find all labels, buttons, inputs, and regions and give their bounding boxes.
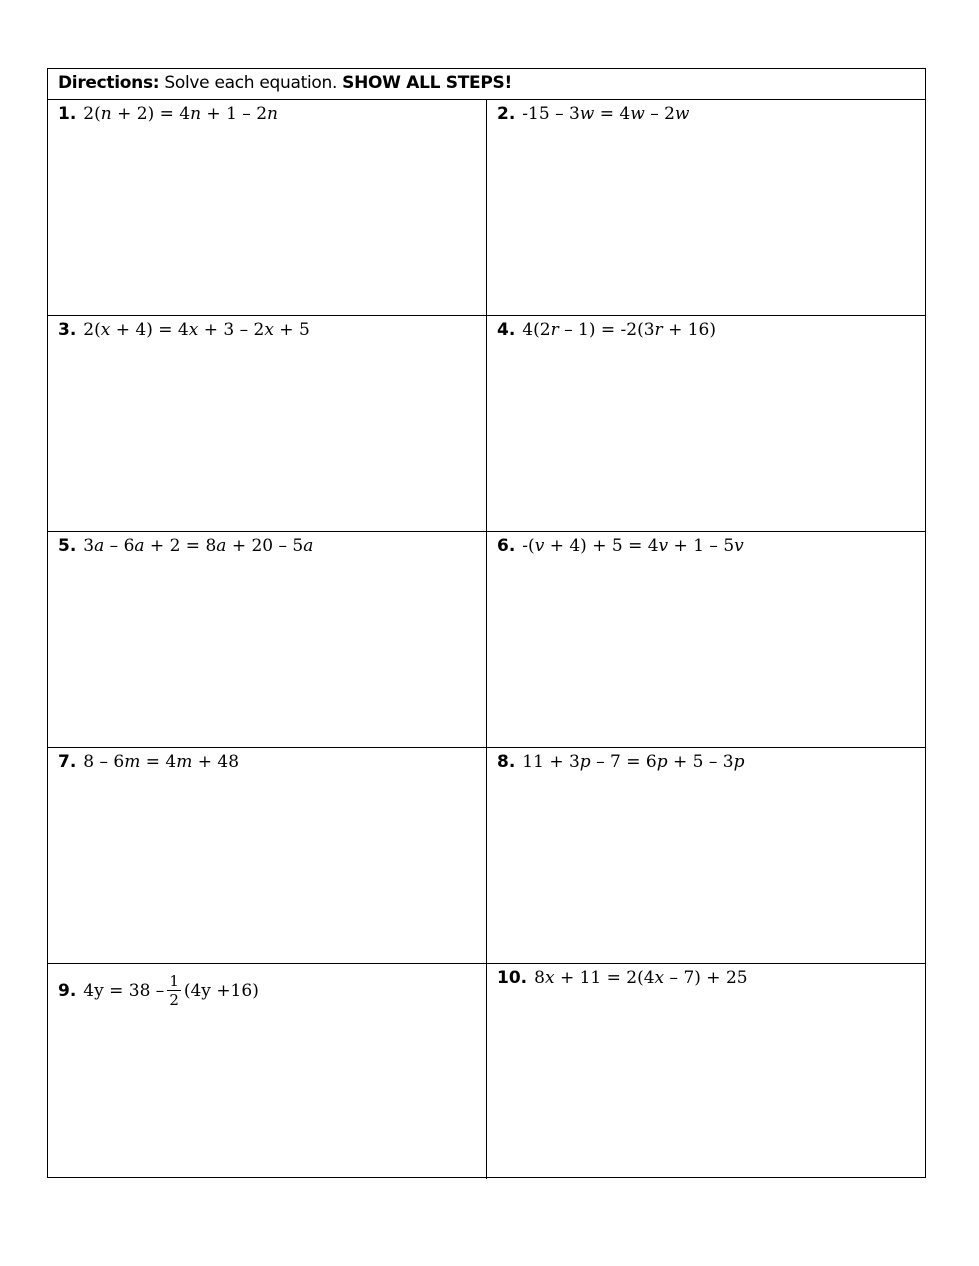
- problem-cell[interactable]: [48, 316, 487, 532]
- problem-cell[interactable]: [487, 964, 925, 1179]
- problem-equation: 8 – 6m = 4m + 48: [83, 752, 240, 772]
- problem-equation: 11 + 3p – 7 = 6p + 5 – 3p: [522, 752, 745, 772]
- problem-cell[interactable]: [487, 532, 925, 748]
- problem-cell[interactable]: [48, 100, 487, 316]
- problem-cell[interactable]: [48, 964, 487, 1179]
- problem-cell[interactable]: [487, 100, 925, 316]
- problem-number: 10.: [497, 968, 528, 988]
- problem-equation: -(v + 4) + 5 = 4v + 1 – 5v: [522, 536, 744, 556]
- problem-equation: -15 – 3w = 4w – 2w: [522, 104, 690, 124]
- problem-cell[interactable]: [487, 316, 925, 532]
- problem-number: 3.: [58, 320, 77, 340]
- fraction-equation-line: [58, 972, 259, 1009]
- problem-number: 9.: [58, 980, 77, 1001]
- problem-number: 8.: [497, 752, 516, 772]
- problem-equation: 3a – 6a + 2 = 8a + 20 – 5a: [83, 536, 314, 556]
- problem-equation: 2(n + 2) = 4n + 1 – 2n: [83, 104, 278, 124]
- directions-emphasis: SHOW ALL STEPS!: [342, 73, 512, 93]
- directions-label: Directions:: [58, 73, 160, 93]
- fraction: [167, 972, 181, 1009]
- problem-cell[interactable]: [48, 748, 487, 964]
- equation-left-part: 4y = 38 –: [83, 980, 165, 1001]
- directions-text: Solve each equation.: [159, 73, 343, 93]
- problem-cell[interactable]: [487, 748, 925, 964]
- problem-number: 7.: [58, 752, 77, 772]
- fraction-denominator: 2: [169, 991, 179, 1009]
- problem-cell[interactable]: [48, 532, 487, 748]
- equation-right-part: (4y +16): [183, 980, 259, 1001]
- fraction-numerator: 1: [169, 972, 179, 990]
- problem-grid: [48, 100, 925, 1179]
- problem-equation: 4(2r – 1) = -2(3r + 16): [522, 320, 716, 340]
- problem-number: 2.: [497, 104, 516, 124]
- problem-number: 4.: [497, 320, 516, 340]
- problem-equation: 2(x + 4) = 4x + 3 – 2x + 5: [83, 320, 310, 340]
- directions-bar: [48, 69, 925, 100]
- problem-equation: 8x + 11 = 2(4x – 7) + 25: [534, 968, 748, 988]
- problem-number: 5.: [58, 536, 77, 556]
- worksheet: [47, 68, 926, 1178]
- problem-number: 6.: [497, 536, 516, 556]
- problem-number: 1.: [58, 104, 77, 124]
